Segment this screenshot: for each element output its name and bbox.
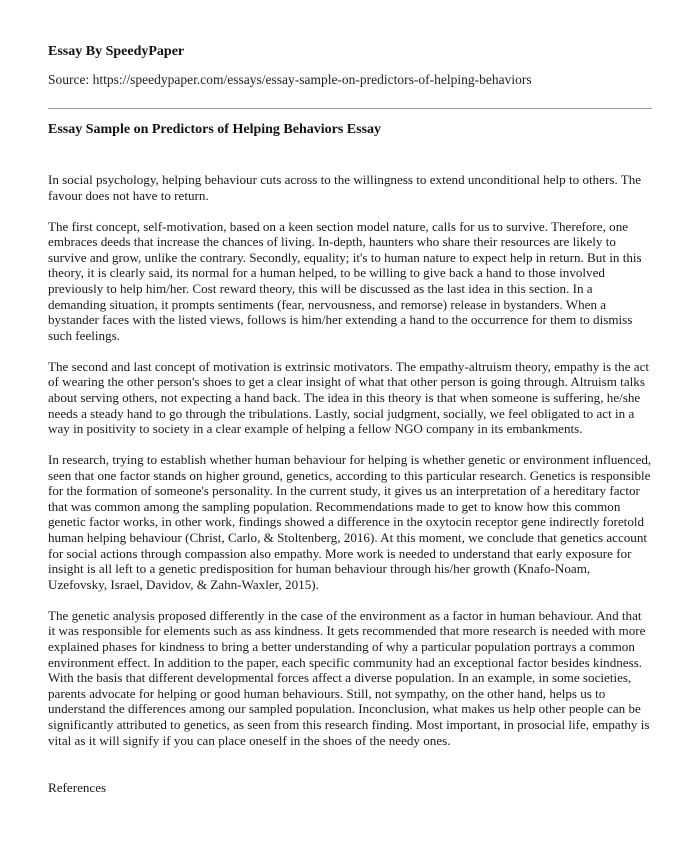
paragraph-4: In research, trying to establish whether human behaviour for helping is whether genetic or environment influenced, seen that one factor stands on higher ground, genetics, according to this particular research. Genetics is responsible for the formation of someone's personality. In the current study, it gives us an interpretation of a hereditary factor that was common among the sampling population. Recommendations made to get to know how this common genetic factor works, in other work, findings showed a difference in the oxytocin receptor gene indirectly foretold human helping behaviour (Christ, Carlo, & Stoltenberg, 2016). At this moment, we conclude that genetics account for social actions through compassion also empathy. More work is needed to understand that early exposure for insight is all left to a genetic predisposition for human behaviour through his/her growth (Knafo-Noam, Uzefovsky, Israel, Davidov, & Zahn-Waxler, 2015). [48,452,652,592]
brand-heading: Essay By SpeedyPaper [48,44,185,59]
paragraph-3: The second and last concept of motivation is extrinsic motivators. The empathy-altruism theory, empathy is the act of wearing the other person's shoes to get a clear insight of what that other person is going through. Altruism talks about serving others, not expecting a hand back. The idea in this theory is that when someone is suffering, he/she needs a steady hand to go through the tribulations. Lastly, social judgment, socially, we feel obligated to act in a way in positivity to society in a clear example of helping a fellow NGO company in its embankments. [48,358,650,437]
paragraph-2: The first concept, self-motivation, based on a keen section model nature, calls for us to survive. Therefore, one embraces deeds that increase the chances of living. In-depth, haunters who share their resources are likely to survive and grow, unlike the contrary. Secondly, equality; it's to human nature to expect help in return. But in this theory, it is clearly said, its normal for a human helped, to be willing to give back a hand to those involved previously to help him/her. Cost reward theory, this will be discussed as the last idea in this section. In a demanding situation, it prompts sentiments (fear, nervousness, and remorse) release in bystanders. When a bystander faces with the listed views, follows is him/her extending a hand to the occurrence for them to dismiss such feelings. [48,218,642,343]
essay-title: Essay Sample on Predictors of Helping Behaviors Essay [48,122,382,137]
references-heading: References [48,780,107,795]
essay-body [48,172,652,764]
paragraph-5: The genetic analysis proposed differently in the case of the environment as a factor in human behaviour. And that it was responsible for elements such as ass kindness. It gets recommended that more research is needed with more explained phases for kindness to bring a better understanding of why a particular population portrays a common environment effect. In addition to the paper, each specific community had an exceptional factor besides kindness. With the basis that different developmental forces affect a diverse population. In an example, in some societies, parents advocate for helping or good human behaviours. Still, not sympathy, on the other hand, helps us to understand the differences among our sampled population. Inconclusion, what makes us help other people can be significantly attributed to genetics, as seen from this research finding. Most important, in prosocial life, empathy is vital as it will signify if you can place oneself in the shoes of the needy ones. [48,607,650,748]
header-divider [48,108,652,109]
source-line: Source: https://speedypaper.com/essays/essay-sample-on-predictors-of-helping-behaviors [48,72,532,87]
paragraph-1: In social psychology, helping behaviour cuts across to the willingness to extend unconditional help to others. The favour does not have to return. [48,172,642,203]
